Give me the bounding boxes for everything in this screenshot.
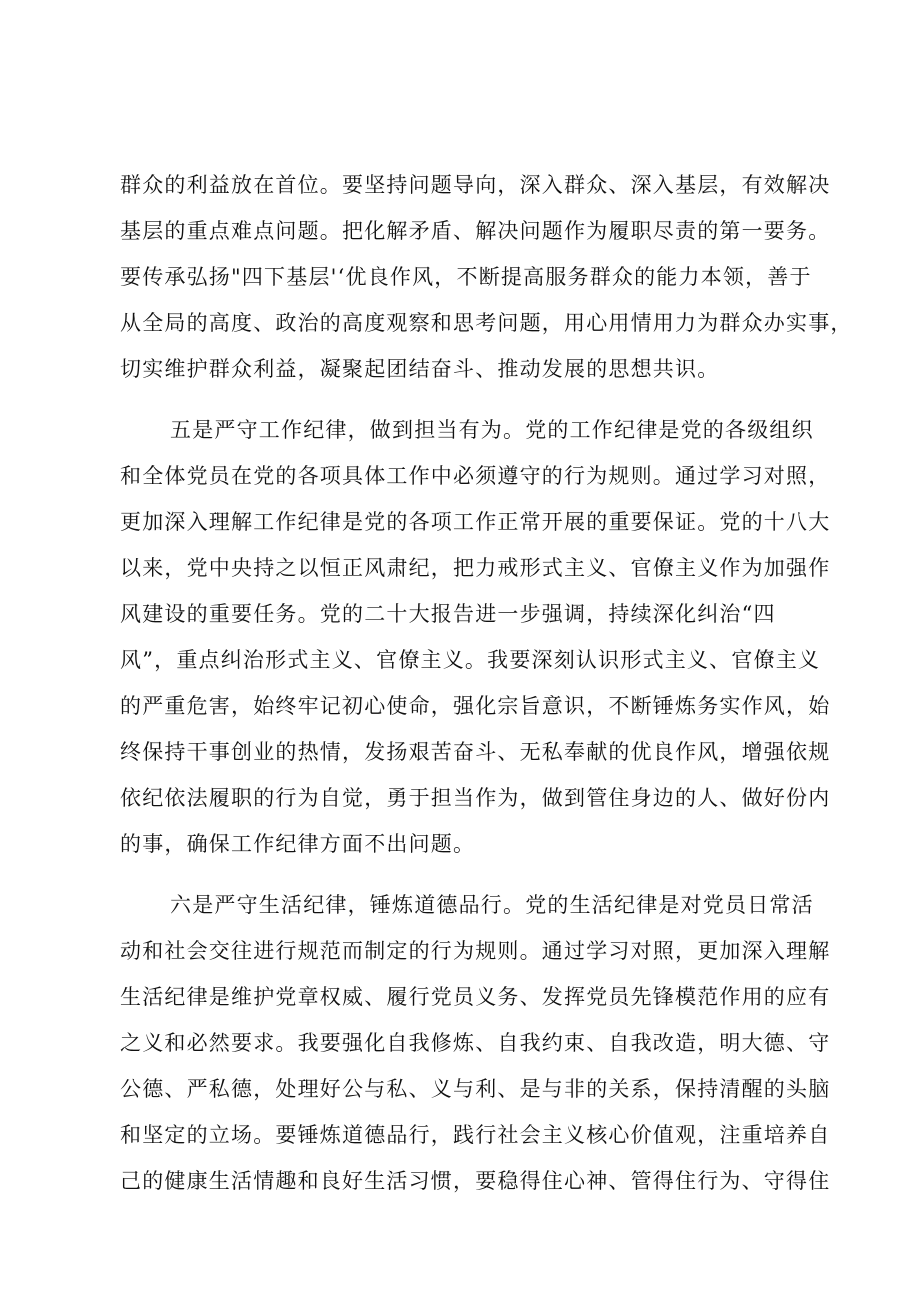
paragraph-line: 风建设的重要任务。党的二十大报告进一步强调，持续深化纠治“四 <box>120 602 776 626</box>
paragraph-line: 切实维护群众利益，凝聚起团结奋斗、推动发展的思想共识。 <box>120 357 720 381</box>
paragraph-line: 和全体党员在党的各项具体工作中必须遵守的行为规则。通过学习对照， <box>120 464 831 488</box>
paragraph-line: 公德、严私德，处理好公与私、义与利、是与非的关系，保持清醒的头脑 <box>120 1077 831 1101</box>
paragraph-line: 群众的利益放在首位。要坚持问题导向，深入群众、深入基层，有效解决 <box>120 173 831 197</box>
paragraph-spacer <box>120 392 810 407</box>
paragraph-3 <box>120 882 831 1204</box>
paragraph-line: 动和社会交往进行规范而制定的行为规则。通过学习对照，更加深入理解 <box>120 939 831 963</box>
paragraph-line: 更加深入理解工作纪律是党的各项工作正常开展的重要保证。党的十八大 <box>120 510 831 534</box>
paragraph-line: 要传承弘扬"四下基层'‘优良作风，不断提高服务群众的能力本领，善于 <box>120 265 812 289</box>
paragraph-line: 之义和必然要求。我要强化自我修炼、自我约束、自我改造，明大德、守 <box>120 1031 831 1055</box>
paragraph-line: 五是严守工作纪律，做到担当有为。党的工作纪律是党的各级组织 <box>170 418 814 442</box>
paragraph-line: 基层的重点难点问题。把化解矛盾、解决问题作为履职尽责的第一要务。 <box>120 219 831 243</box>
paragraph-line: 的事，确保工作纪律方面不出问题。 <box>120 832 476 856</box>
paragraph-line: 己的健康生活情趣和良好生活习惯，要稳得住心神、管得住行为、守得住 <box>120 1169 831 1193</box>
paragraph-spacer <box>120 867 810 882</box>
document-body <box>120 162 853 1204</box>
paragraph-2 <box>120 407 831 867</box>
paragraph-line: 终保持干事创业的热情，发扬艰苦奋斗、无私奉献的优良作风，增强依规 <box>120 740 831 764</box>
paragraph-line: 和坚定的立场。要锤炼道德品行，践行社会主义核心价值观，注重培养自 <box>120 1123 831 1147</box>
paragraph-line: 依纪依法履职的行为自觉，勇于担当作为，做到管住身边的人、做好份内 <box>120 786 831 810</box>
paragraph-1 <box>120 162 853 392</box>
paragraph-line: 以来，党中央持之以恒正风肃纪，把力戒形式主义、官僚主义作为加强作 <box>120 556 831 580</box>
paragraph-line: 生活纪律是维护党章权威、履行党员义务、发挥党员先锋模范作用的应有 <box>120 985 831 1009</box>
paragraph-line: 风”，重点纠治形式主义、官僚主义。我要深刻认识形式主义、官僚主义 <box>120 648 821 672</box>
paragraph-line: 六是严守生活纪律，锤炼道德品行。党的生活纪律是对党员日常活 <box>170 893 814 917</box>
paragraph-line: 从全局的高度、政治的高度观察和思考问题，用心用情用力为群众办实事， <box>120 311 853 335</box>
paragraph-line: 的严重危害，始终牢记初心使命，强化宗旨意识，不断锤炼务实作风，始 <box>120 694 831 718</box>
